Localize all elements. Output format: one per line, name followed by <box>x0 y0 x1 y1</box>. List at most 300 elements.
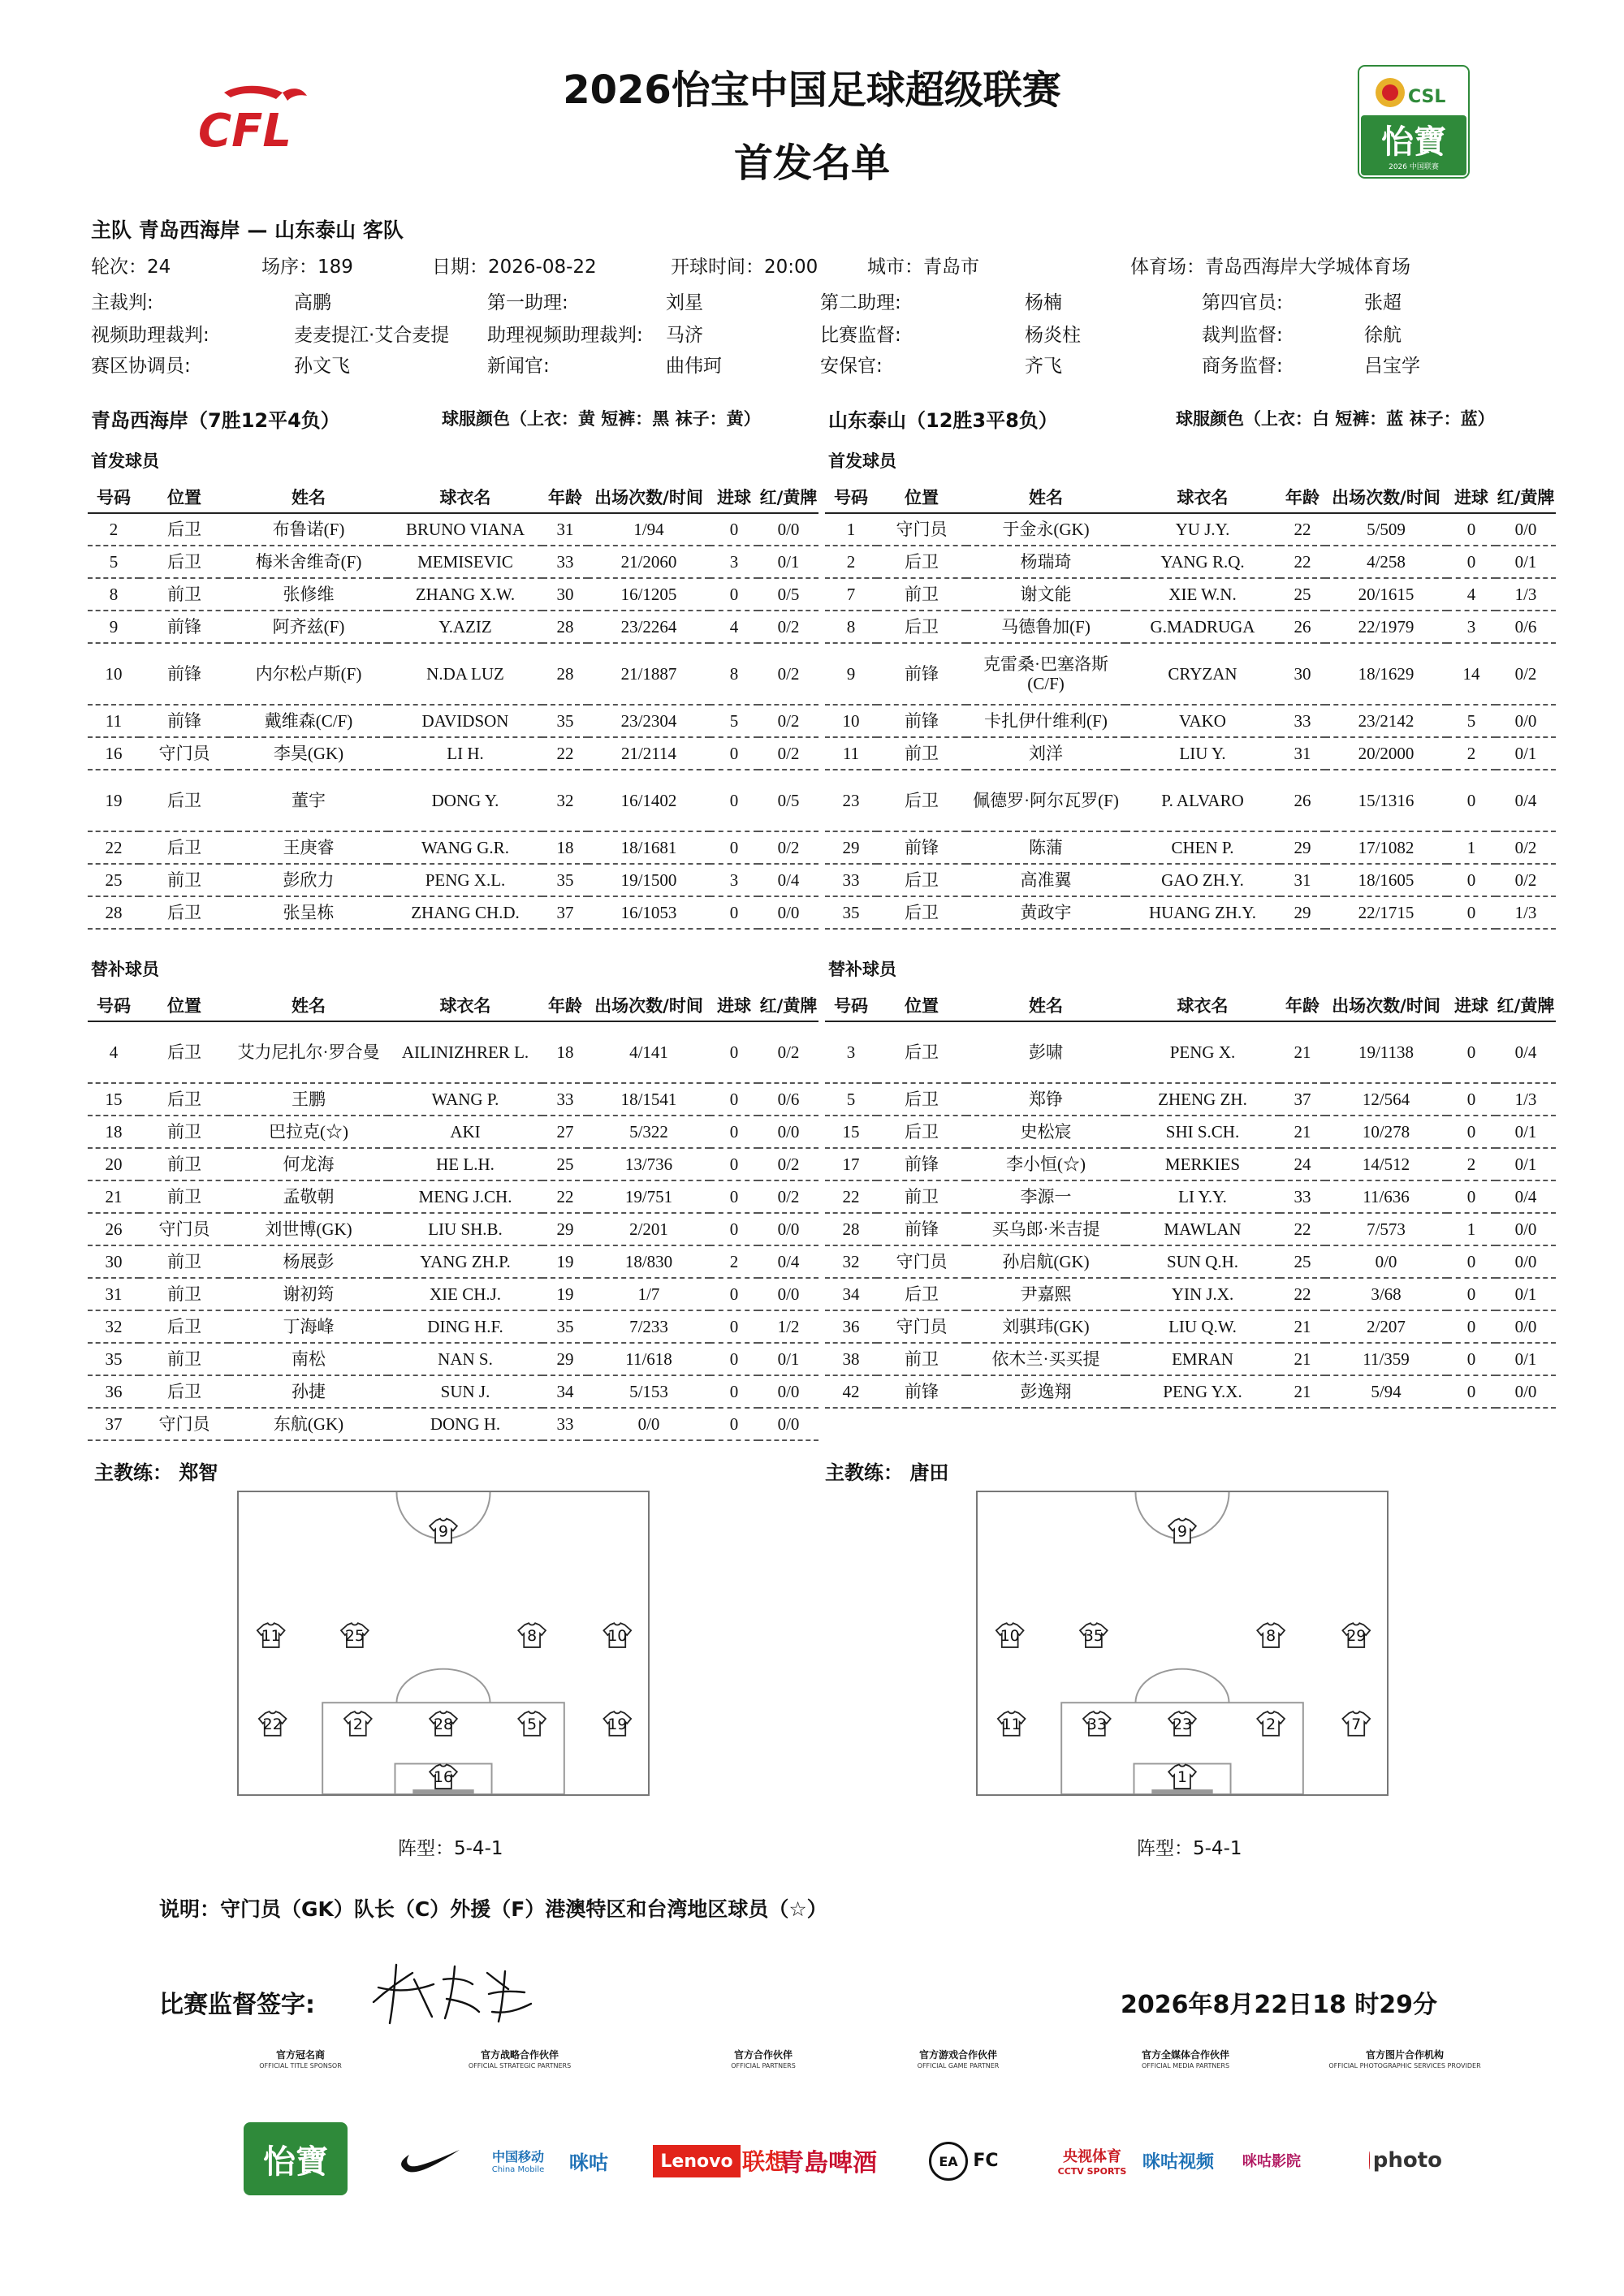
cell-cards: 0/0 <box>758 896 818 929</box>
cell-name: 马德鲁加(F) <box>966 611 1125 643</box>
table-row <box>88 611 818 643</box>
cell-appearances: 10/278 <box>1325 1116 1447 1148</box>
cell-appearances: 7/573 <box>1325 1213 1447 1245</box>
cell-jersey-name: XIE CH.J. <box>388 1278 542 1310</box>
home-coach: 主教练： 郑智 <box>94 1461 218 1484</box>
sponsor-label-photo: 官方图片合作机构 OFFICIAL PHOTOGRAPHIC SERVICES PROVIDER <box>1328 2049 1481 2069</box>
cell-position: 前卫 <box>877 578 966 611</box>
cell-cards: 0/1 <box>758 546 818 578</box>
cell-jersey-name: YU J.Y. <box>1125 513 1280 546</box>
cell-age: 33 <box>542 1408 588 1440</box>
cell-appearances: 3/68 <box>1325 1278 1447 1310</box>
cell-goals: 1 <box>1447 1213 1496 1245</box>
cell-goals: 0 <box>710 1213 758 1245</box>
cell-age: 22 <box>1280 546 1325 578</box>
player-jersey-icon <box>1342 1711 1370 1736</box>
cell-age: 29 <box>1280 896 1325 929</box>
away-starters-label: 首发球员 <box>828 451 896 471</box>
cell-cards: 0/2 <box>1496 831 1556 864</box>
table-row <box>825 705 1556 737</box>
cell-position: 后卫 <box>877 1083 966 1116</box>
away-starters-table <box>825 481 1556 930</box>
cell-goals: 0 <box>1447 546 1496 578</box>
cell-number: 2 <box>88 513 140 546</box>
cell-appearances: 23/2264 <box>588 611 710 643</box>
official-role-label: 新闻官: <box>487 356 550 377</box>
cell-appearances: 17/1082 <box>1325 831 1447 864</box>
cell-number: 22 <box>88 831 140 864</box>
cell-cards: 0/0 <box>758 513 818 546</box>
cell-number: 38 <box>825 1343 877 1375</box>
cell-name: 丁海峰 <box>229 1310 388 1343</box>
cell-name: 董宇 <box>229 770 388 831</box>
cell-number: 29 <box>825 831 877 864</box>
cell-number: 22 <box>825 1180 877 1213</box>
column-header-jersey-name: 球衣名 <box>388 989 542 1021</box>
table-row <box>88 705 818 737</box>
table-row <box>825 737 1556 770</box>
cell-cards: 0/1 <box>1496 1148 1556 1180</box>
cell-goals: 0 <box>1447 864 1496 896</box>
cell-goals: 0 <box>710 513 758 546</box>
cell-jersey-name: N.DA LUZ <box>388 643 542 705</box>
cell-jersey-name: VAKO <box>1125 705 1280 737</box>
table-row <box>825 770 1556 831</box>
teams-line: 主队 青岛西海岸 — 山东泰山 客队 <box>91 218 404 242</box>
cell-age: 28 <box>542 611 588 643</box>
cell-jersey-name: WANG P. <box>388 1083 542 1116</box>
player-jersey-icon <box>603 1623 631 1647</box>
legend-note: 说明：守门员（GK）队长（C）外援（F）港澳特区和台湾地区球员（☆） <box>159 1897 827 1921</box>
column-header-position: 位置 <box>140 481 229 513</box>
cell-goals: 0 <box>1447 1083 1496 1116</box>
cell-name: 孟敬朝 <box>229 1180 388 1213</box>
column-header-cards: 红/黄牌 <box>1496 481 1556 513</box>
cell-position: 前锋 <box>877 1148 966 1180</box>
cell-name: 李昊(GK) <box>229 737 388 770</box>
player-number: 22 <box>262 1716 283 1733</box>
cell-name: 刘骐玮(GK) <box>966 1310 1125 1343</box>
cell-number: 21 <box>88 1180 140 1213</box>
table-row <box>825 1245 1556 1278</box>
column-header-position: 位置 <box>877 989 966 1021</box>
cell-jersey-name: PENG X.L. <box>388 864 542 896</box>
cell-cards: 0/4 <box>1496 1021 1556 1083</box>
cell-age: 33 <box>1280 705 1325 737</box>
yibao-logo: 怡寶 <box>244 2122 348 2195</box>
cell-age: 21 <box>1280 1343 1325 1375</box>
player-number: 9 <box>438 1523 449 1541</box>
table-header-row <box>825 481 1556 513</box>
cell-number: 7 <box>825 578 877 611</box>
cell-position: 守门员 <box>877 513 966 546</box>
table-row <box>88 546 818 578</box>
table-row <box>88 737 818 770</box>
cell-goals: 0 <box>1447 770 1496 831</box>
cell-cards: 0/1 <box>758 1343 818 1375</box>
ea-logo: EA <box>929 2142 968 2181</box>
cell-jersey-name: ZHANG X.W. <box>388 578 542 611</box>
cell-cards: 0/0 <box>1496 513 1556 546</box>
column-header-goals: 进球 <box>1447 481 1496 513</box>
cell-name: 梅米舍维奇(F) <box>229 546 388 578</box>
cell-name: 内尔松卢斯(F) <box>229 643 388 705</box>
cell-goals: 4 <box>710 611 758 643</box>
official-role-label: 第四官员: <box>1202 292 1283 313</box>
column-header-number: 号码 <box>88 481 140 513</box>
cell-appearances: 1/7 <box>588 1278 710 1310</box>
cell-age: 35 <box>542 1310 588 1343</box>
column-header-position: 位置 <box>877 481 966 513</box>
migu-video-logo: 咪咕视频 <box>1142 2151 1214 2173</box>
cell-age: 33 <box>1280 1180 1325 1213</box>
player-number: 9 <box>1177 1523 1188 1541</box>
cell-appearances: 15/1316 <box>1325 770 1447 831</box>
cell-appearances: 13/736 <box>588 1148 710 1180</box>
cell-appearances: 5/153 <box>588 1375 710 1408</box>
cell-appearances: 16/1402 <box>588 770 710 831</box>
official-role-label: 第一助理: <box>487 292 568 313</box>
player-number: 19 <box>607 1716 628 1733</box>
player-number: 7 <box>1351 1716 1362 1733</box>
cell-position: 前锋 <box>877 643 966 705</box>
cell-age: 21 <box>1280 1021 1325 1083</box>
cell-appearances: 2/201 <box>588 1213 710 1245</box>
cell-name: 戴维森(C/F) <box>229 705 388 737</box>
pitch-lines <box>978 1492 1387 1794</box>
table-row <box>88 1116 818 1148</box>
cell-appearances: 12/564 <box>1325 1083 1447 1116</box>
table-row <box>825 611 1556 643</box>
cell-age: 22 <box>1280 1213 1325 1245</box>
cell-jersey-name: AKI <box>388 1116 542 1148</box>
match-date: 日期：2026-08-22 <box>432 257 597 278</box>
cell-jersey-name: CHEN P. <box>1125 831 1280 864</box>
cell-name: 南松 <box>229 1343 388 1375</box>
table-row <box>88 1375 818 1408</box>
cell-name: 郑铮 <box>966 1083 1125 1116</box>
fc-logo: FC <box>973 2150 999 2171</box>
cell-appearances: 0/0 <box>588 1408 710 1440</box>
player-number: 11 <box>261 1628 281 1646</box>
player-number: 8 <box>527 1628 538 1646</box>
cell-number: 35 <box>825 896 877 929</box>
away-coach: 主教练： 唐田 <box>825 1461 949 1484</box>
table-row <box>825 1213 1556 1245</box>
table-row <box>88 896 818 929</box>
table-row <box>88 1180 818 1213</box>
cell-appearances: 11/618 <box>588 1343 710 1375</box>
column-header-appearances: 出场次数/时间 <box>588 481 710 513</box>
player-jersey-icon <box>998 1711 1026 1736</box>
cell-position: 后卫 <box>140 1375 229 1408</box>
cell-goals: 0 <box>1447 1245 1496 1278</box>
cell-goals: 4 <box>1447 578 1496 611</box>
kickoff-time: 开球时间：20:00 <box>671 257 818 278</box>
cell-age: 30 <box>542 578 588 611</box>
official-role-label: 比赛监督: <box>820 325 901 346</box>
cell-appearances: 1/94 <box>588 513 710 546</box>
cell-age: 32 <box>542 770 588 831</box>
cell-number: 15 <box>825 1116 877 1148</box>
away-team-record: 山东泰山（12胜3平8负） <box>828 409 1058 432</box>
signature-label: 比赛监督签字: <box>159 1991 315 2019</box>
cell-position: 后卫 <box>877 1021 966 1083</box>
cell-number: 10 <box>825 705 877 737</box>
cell-cards: 0/2 <box>758 1148 818 1180</box>
cell-appearances: 21/2114 <box>588 737 710 770</box>
table-row <box>825 1116 1556 1148</box>
cell-position: 后卫 <box>877 1278 966 1310</box>
column-header-jersey-name: 球衣名 <box>388 481 542 513</box>
table-header-row <box>88 989 818 1021</box>
page-subtitle: 首发名单 <box>733 140 890 186</box>
cell-name: 布鲁诺(F) <box>229 513 388 546</box>
svg-text:2026 中国联赛: 2026 中国联赛 <box>1389 163 1439 171</box>
cell-age: 33 <box>542 546 588 578</box>
cell-cards: 0/0 <box>758 1408 818 1440</box>
cell-number: 2 <box>825 546 877 578</box>
cell-name: 孙启航(GK) <box>966 1245 1125 1278</box>
cell-age: 19 <box>542 1245 588 1278</box>
sponsor-label-partners: 官方合作伙伴 OFFICIAL PARTNERS <box>731 2049 796 2069</box>
official-name: 孙文飞 <box>294 356 350 377</box>
column-header-age: 年龄 <box>1280 481 1325 513</box>
csl-logo <box>1358 65 1470 179</box>
cell-goals: 0 <box>710 1083 758 1116</box>
player-number: 35 <box>1083 1628 1104 1646</box>
cell-cards: 0/2 <box>758 737 818 770</box>
cell-age: 22 <box>1280 1278 1325 1310</box>
cell-cards: 0/5 <box>758 578 818 611</box>
column-header-age: 年龄 <box>542 989 588 1021</box>
cell-name: 克雷桑·巴塞洛斯(C/F) <box>966 643 1125 705</box>
cell-name: 高准翼 <box>966 864 1125 896</box>
cell-number: 23 <box>825 770 877 831</box>
player-jersey-icon <box>341 1623 369 1647</box>
cell-number: 20 <box>88 1148 140 1180</box>
supervisor-signature <box>365 1955 536 2028</box>
cell-name: 刘洋 <box>966 737 1125 770</box>
column-header-age: 年龄 <box>542 481 588 513</box>
cell-name: 张呈栋 <box>229 896 388 929</box>
cell-cards: 0/4 <box>1496 1180 1556 1213</box>
cell-name: 彭啸 <box>966 1021 1125 1083</box>
cell-position: 前卫 <box>877 1180 966 1213</box>
cell-name: 阿齐兹(F) <box>229 611 388 643</box>
cell-position: 前卫 <box>877 1343 966 1375</box>
cell-appearances: 14/512 <box>1325 1148 1447 1180</box>
player-number: 10 <box>1000 1628 1020 1646</box>
player-jersey-icon <box>1342 1623 1370 1647</box>
player-number: 25 <box>344 1628 365 1646</box>
table-row <box>88 1245 818 1278</box>
cell-number: 28 <box>88 896 140 929</box>
player-jersey-icon <box>1083 1711 1111 1736</box>
cell-age: 19 <box>542 1278 588 1310</box>
cell-appearances: 19/1138 <box>1325 1021 1447 1083</box>
table-row <box>88 643 818 705</box>
cell-name: 杨瑞琦 <box>966 546 1125 578</box>
cell-position: 后卫 <box>877 896 966 929</box>
official-role-label: 安保官: <box>820 356 883 377</box>
player-number: 8 <box>1266 1628 1276 1646</box>
table-row <box>88 1310 818 1343</box>
cell-age: 21 <box>1280 1375 1325 1408</box>
svg-text:怡寶: 怡寶 <box>1381 123 1446 161</box>
cell-age: 31 <box>1280 864 1325 896</box>
sponsor-label-game: 官方游戏合作伙伴 OFFICIAL GAME PARTNER <box>917 2049 1000 2069</box>
cell-number: 28 <box>825 1213 877 1245</box>
column-header-name: 姓名 <box>966 481 1125 513</box>
cell-age: 25 <box>542 1148 588 1180</box>
table-row <box>88 1278 818 1310</box>
cell-age: 21 <box>1280 1310 1325 1343</box>
cell-position: 前卫 <box>140 1245 229 1278</box>
match-no: 场序：189 <box>261 257 353 278</box>
cell-age: 22 <box>542 737 588 770</box>
table-row <box>825 643 1556 705</box>
cell-number: 1 <box>825 513 877 546</box>
cell-position: 后卫 <box>877 864 966 896</box>
cell-number: 16 <box>88 737 140 770</box>
player-number: 11 <box>1001 1716 1021 1733</box>
column-header-number: 号码 <box>825 989 877 1021</box>
cell-appearances: 18/1541 <box>588 1083 710 1116</box>
cell-jersey-name: SHI S.CH. <box>1125 1116 1280 1148</box>
cell-jersey-name: MERKIES <box>1125 1148 1280 1180</box>
cell-appearances: 18/1605 <box>1325 864 1447 896</box>
cell-goals: 3 <box>710 864 758 896</box>
home-formation: 阵型：5-4-1 <box>398 1838 503 1859</box>
player-jersey-icon <box>430 1764 457 1789</box>
player-number: 2 <box>352 1716 363 1733</box>
cell-cards: 0/5 <box>758 770 818 831</box>
cell-name: 彭欣力 <box>229 864 388 896</box>
cell-number: 5 <box>88 546 140 578</box>
cell-position: 前锋 <box>877 705 966 737</box>
player-jersey-icon <box>996 1623 1024 1647</box>
cell-number: 9 <box>825 643 877 705</box>
cell-cards: 0/0 <box>758 1375 818 1408</box>
cell-goals: 3 <box>1447 611 1496 643</box>
column-header-jersey-name: 球衣名 <box>1125 481 1280 513</box>
cell-goals: 2 <box>710 1245 758 1278</box>
cell-number: 36 <box>88 1375 140 1408</box>
cell-cards: 0/2 <box>1496 643 1556 705</box>
cell-age: 31 <box>1280 737 1325 770</box>
cell-age: 26 <box>1280 770 1325 831</box>
cell-jersey-name: DAVIDSON <box>388 705 542 737</box>
cell-goals: 5 <box>710 705 758 737</box>
cell-number: 4 <box>88 1021 140 1083</box>
cell-name: 史松宸 <box>966 1116 1125 1148</box>
cell-cards: 0/0 <box>758 1278 818 1310</box>
cell-jersey-name: BRUNO VIANA <box>388 513 542 546</box>
table-row <box>825 1083 1556 1116</box>
home-starters-table <box>88 481 818 930</box>
table-row <box>825 546 1556 578</box>
migu-logo: 咪咕 <box>569 2151 608 2174</box>
cell-goals: 0 <box>710 1116 758 1148</box>
cell-position: 后卫 <box>140 1310 229 1343</box>
cell-goals: 3 <box>710 546 758 578</box>
cell-cards: 0/0 <box>1496 1375 1556 1408</box>
cell-cards: 0/6 <box>758 1083 818 1116</box>
cell-jersey-name: YANG ZH.P. <box>388 1245 542 1278</box>
cell-appearances: 20/1615 <box>1325 578 1447 611</box>
cell-name: 杨展彭 <box>229 1245 388 1278</box>
cell-appearances: 4/258 <box>1325 546 1447 578</box>
cell-age: 31 <box>542 513 588 546</box>
player-jersey-icon <box>257 1623 285 1647</box>
away-subs-table <box>825 989 1556 1409</box>
cell-jersey-name: YANG R.Q. <box>1125 546 1280 578</box>
home-starters-label: 首发球员 <box>91 451 159 471</box>
cell-cards: 0/6 <box>1496 611 1556 643</box>
official-role-label: 商务监督: <box>1202 356 1283 377</box>
cell-goals: 0 <box>710 1343 758 1375</box>
cell-jersey-name: YIN J.X. <box>1125 1278 1280 1310</box>
cell-number: 9 <box>88 611 140 643</box>
player-jersey-icon <box>1168 1711 1196 1736</box>
cell-age: 18 <box>542 1021 588 1083</box>
cell-position: 后卫 <box>140 546 229 578</box>
cell-position: 后卫 <box>877 546 966 578</box>
home-subs-label: 替补球员 <box>91 960 159 979</box>
nike-logo <box>401 2143 461 2176</box>
cell-appearances: 18/1681 <box>588 831 710 864</box>
cell-jersey-name: LI Y.Y. <box>1125 1180 1280 1213</box>
table-header-row <box>825 989 1556 1021</box>
svg-text:CSL: CSL <box>1408 87 1446 107</box>
player-jersey-icon <box>518 1623 546 1647</box>
table-row <box>825 1343 1556 1375</box>
cell-cards: 0/1 <box>1496 1343 1556 1375</box>
cell-position: 前锋 <box>140 705 229 737</box>
cell-age: 33 <box>542 1083 588 1116</box>
cell-appearances: 5/509 <box>1325 513 1447 546</box>
cell-cards: 1/3 <box>1496 578 1556 611</box>
player-jersey-icon <box>1168 1764 1196 1789</box>
cell-jersey-name: LI H. <box>388 737 542 770</box>
away-kit-colors: 球服颜色（上衣：白 短裤：蓝 袜子：蓝） <box>1176 409 1495 429</box>
cell-number: 37 <box>88 1408 140 1440</box>
cell-appearances: 20/2000 <box>1325 737 1447 770</box>
cell-age: 34 <box>542 1375 588 1408</box>
column-header-position: 位置 <box>140 989 229 1021</box>
cell-jersey-name: DONG Y. <box>388 770 542 831</box>
cell-name: 孙捷 <box>229 1375 388 1408</box>
away-subs-label: 替补球员 <box>828 960 896 979</box>
cell-number: 34 <box>825 1278 877 1310</box>
cell-number: 11 <box>825 737 877 770</box>
cell-number: 3 <box>825 1021 877 1083</box>
cell-appearances: 2/207 <box>1325 1310 1447 1343</box>
cell-position: 守门员 <box>877 1310 966 1343</box>
cell-appearances: 19/1500 <box>588 864 710 896</box>
cell-age: 25 <box>1280 578 1325 611</box>
table-row <box>825 513 1556 546</box>
cell-jersey-name: HE L.H. <box>388 1148 542 1180</box>
player-jersey-icon <box>430 1711 457 1736</box>
cell-name: 王鹏 <box>229 1083 388 1116</box>
cell-name: 佩德罗·阿尔瓦罗(F) <box>966 770 1125 831</box>
column-header-number: 号码 <box>825 481 877 513</box>
cell-position: 前卫 <box>140 1116 229 1148</box>
cell-appearances: 4/141 <box>588 1021 710 1083</box>
cell-cards: 0/2 <box>758 705 818 737</box>
